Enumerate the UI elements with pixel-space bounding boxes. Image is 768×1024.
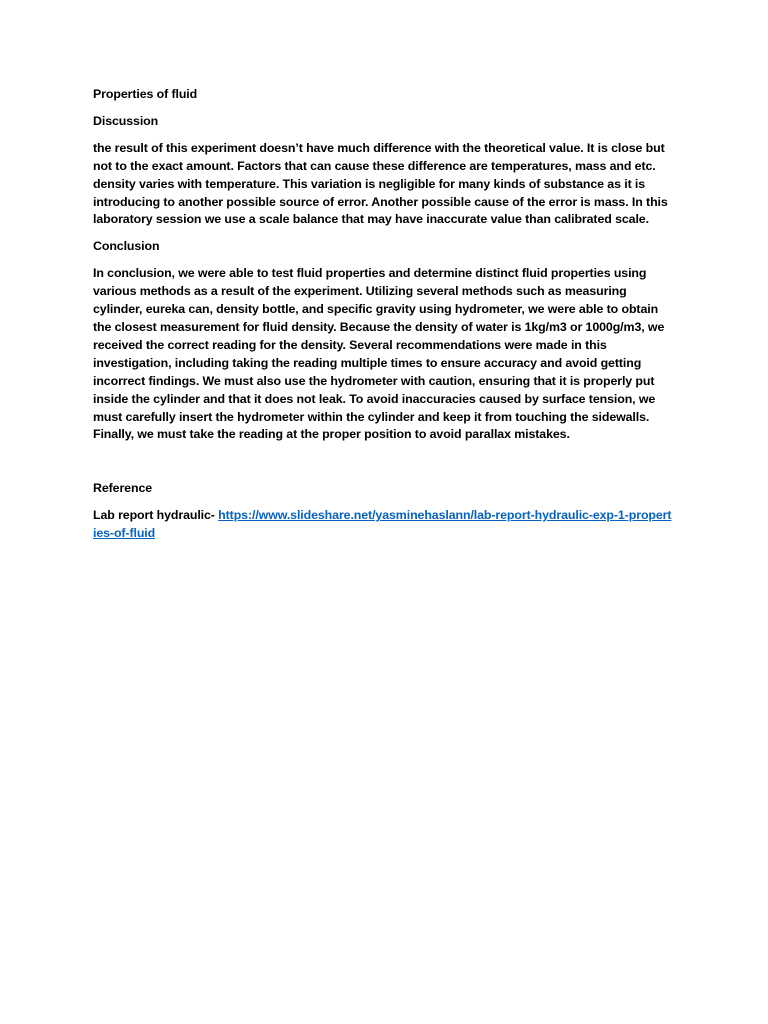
reference-label: Lab report hydraulic-: [93, 508, 215, 523]
discussion-paragraph: the result of this experiment doesn’t have much difference with the theoretical value. It is close but not to the exact amount. Factors that can cause these difference are temperatures, mass and etc. density varies with temperature. This variation is negligible for many kinds of substance as it is introducing to another possible source of error. Another possible cause of the error is mass. In this laboratory session we use a scale balance that may have inaccurate value than calibrated scale.: [93, 140, 668, 227]
document-body: [93, 86, 673, 543]
reference-link[interactable]: https://www.slideshare.net/yasminehaslann/lab-report-hydraulic-exp-1-properties-of-fluid: [93, 508, 672, 541]
conclusion-heading: Conclusion: [93, 239, 160, 254]
reference-heading: Reference: [93, 481, 153, 496]
discussion-heading: Discussion: [93, 113, 159, 128]
reference-entry: [93, 507, 673, 543]
conclusion-paragraph: In conclusion, we were able to test fluid properties and determine distinct fluid properties using various methods as a result of the experiment. Utilizing several methods such as measuring cylinder, eureka can, density bottle, and specific gravity using hydrometer, we were able to obtain the closest measurement for fluid density. Because the density of water is 1kg/m3 or 1000g/m3, we received the correct reading for the density. Several recommendations were made in this investigation, including taking the reading multiple times to ensure accuracy and avoid getting incorrect findings. We must also use the hydrometer with caution, ensuring that it is properly put inside the cylinder and that it does not leak. To avoid inaccuracies caused by surface tension, we must carefully insert the hydrometer within the cylinder and keep it from touching the sidewalls. Finally, we must take the reading at the proper position to avoid parallax mistakes.: [93, 266, 665, 442]
section-spacer: [93, 453, 673, 480]
document-title: Properties of fluid: [93, 87, 198, 101]
